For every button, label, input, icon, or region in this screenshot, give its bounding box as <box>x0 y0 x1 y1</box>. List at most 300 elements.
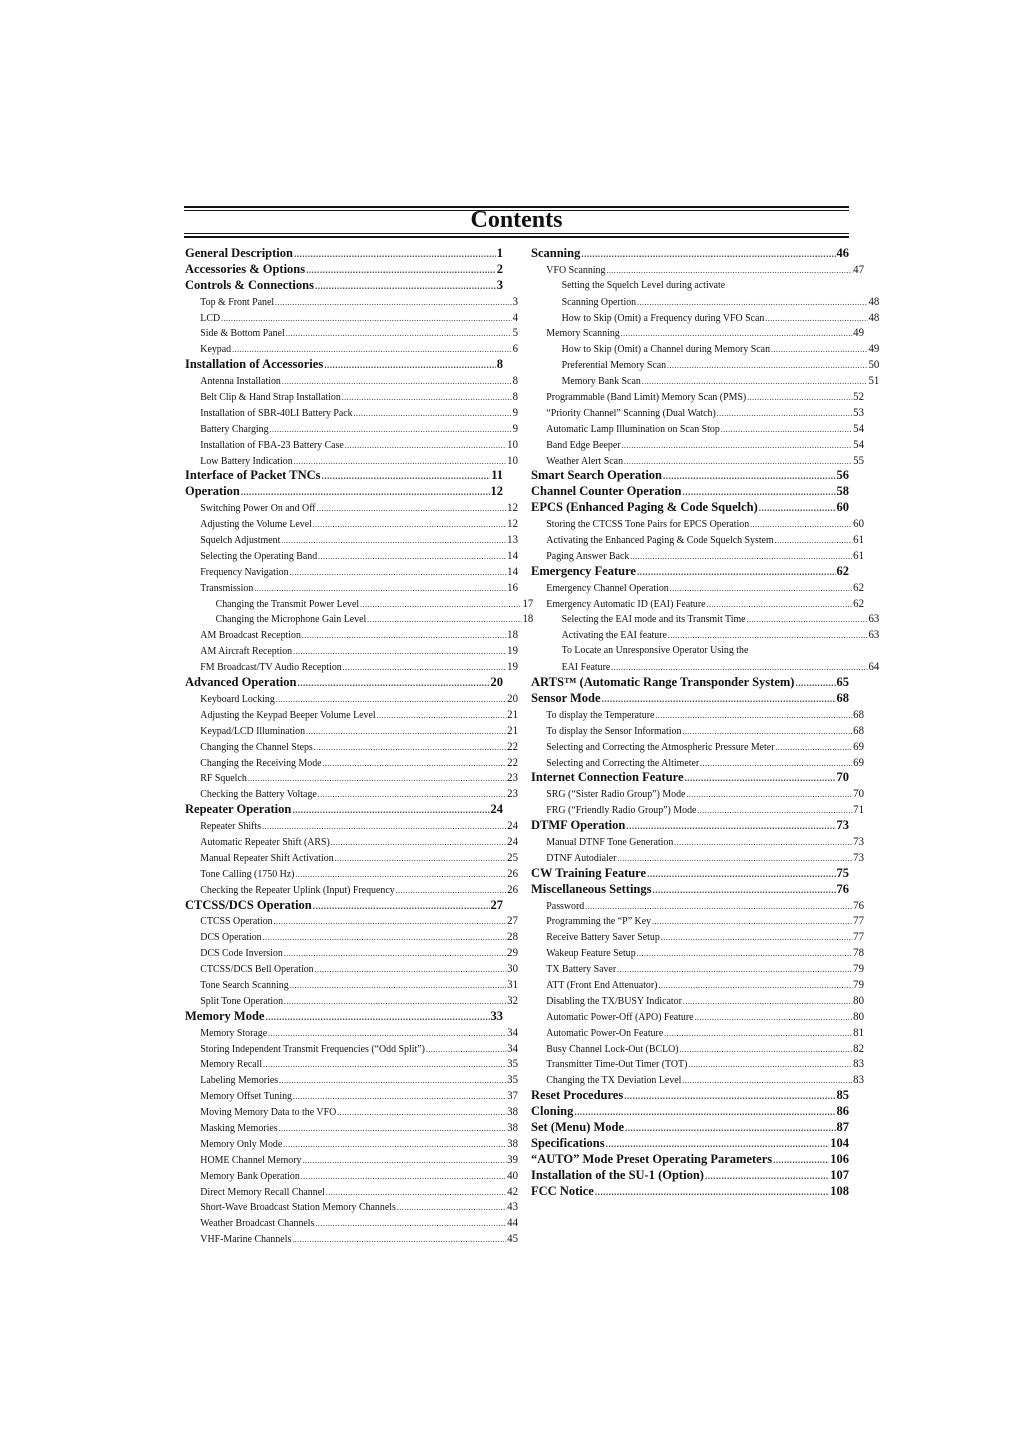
toc-subsection-entry[interactable] <box>185 770 518 786</box>
toc-subsection-entry[interactable] <box>531 1009 864 1025</box>
dot-leader <box>268 1026 506 1041</box>
toc-entry-label: Changing the Channel Steps <box>200 740 313 753</box>
toc-entry-label: EAI Feature <box>561 661 611 674</box>
toc-entry-page: 22 <box>507 738 518 753</box>
toc-entry-page: 107 <box>830 1167 849 1182</box>
toc-subsection-entry[interactable] <box>185 325 518 341</box>
toc-entry-page: 35 <box>507 1072 518 1087</box>
dot-leader <box>652 883 835 898</box>
toc-entry-page: 78 <box>853 945 864 960</box>
toc-subsection-entry[interactable] <box>531 532 864 548</box>
toc-subsection-entry[interactable] <box>531 437 864 453</box>
dot-leader <box>397 1200 507 1215</box>
toc-subsection-entry[interactable] <box>531 389 864 405</box>
toc-section-entry[interactable] <box>531 1152 849 1168</box>
toc-section-entry[interactable] <box>531 564 849 580</box>
toc-entry-page: 61 <box>853 532 864 547</box>
toc-entry-page: 60 <box>853 516 864 531</box>
toc-entry-page: 68 <box>853 706 864 721</box>
toc-entry-label: Cloning <box>531 1104 574 1119</box>
dot-leader <box>306 263 496 278</box>
toc-entry-page: 49 <box>853 325 864 340</box>
toc-section-entry[interactable] <box>185 675 503 691</box>
toc-subsection-entry[interactable] <box>531 786 864 802</box>
toc-entry-label: RF Squelch <box>200 772 247 785</box>
toc-subsection-entry[interactable] <box>185 1104 518 1120</box>
toc-subsection-entry[interactable] <box>185 341 518 357</box>
toc-entry-page: 46 <box>836 246 849 260</box>
dot-leader <box>637 295 868 310</box>
toc-subsection-entry[interactable] <box>185 1199 518 1215</box>
toc-entry-label: Keypad <box>200 343 232 356</box>
toc-entry-page: 68 <box>853 722 864 737</box>
toc-entry-page: 29 <box>507 945 518 960</box>
toc-subsection-entry[interactable] <box>185 786 518 802</box>
toc-entry-page: 65 <box>836 675 849 690</box>
toc-section-entry[interactable] <box>531 1168 849 1184</box>
toc-subsection-entry[interactable] <box>185 1056 518 1072</box>
toc-entry-page: 87 <box>836 1119 849 1134</box>
toc-entry-page: 1 <box>496 246 503 260</box>
toc-entry-page: 55 <box>853 452 864 467</box>
toc-entry-label: Emergency Feature <box>531 563 636 578</box>
toc-entry-page: 77 <box>853 929 864 944</box>
dot-leader <box>574 1105 835 1120</box>
toc-entry-label: Accessories & Options <box>185 261 306 276</box>
toc-subsection-entry[interactable] <box>185 913 518 929</box>
toc-subsection-entry[interactable] <box>531 802 864 818</box>
toc-entry-page: 56 <box>836 468 849 483</box>
toc-subsection-entry[interactable] <box>185 977 518 993</box>
dot-leader <box>315 1216 506 1231</box>
dot-leader <box>324 358 496 373</box>
toc-section-entry[interactable] <box>531 675 849 691</box>
toc-entry-label: Miscellaneous Settings <box>531 881 652 896</box>
toc-section-entry[interactable] <box>185 802 503 818</box>
dot-leader <box>315 962 507 977</box>
toc-entry-label: Switching Power On and Off <box>200 502 316 515</box>
toc-subsection-entry[interactable] <box>185 961 518 977</box>
dot-leader <box>682 724 852 739</box>
toc-entry-page: 79 <box>853 961 864 976</box>
dot-leader <box>284 946 507 961</box>
toc-entry-label: Memory Only Mode <box>200 1137 283 1150</box>
toc-entry-page: 108 <box>830 1183 849 1198</box>
toc-section-entry[interactable] <box>185 1009 503 1025</box>
toc-subsection-entry[interactable] <box>185 310 518 326</box>
toc-section-entry[interactable] <box>531 866 849 882</box>
toc-entry-page: 12 <box>490 484 503 499</box>
dot-leader <box>331 835 507 850</box>
toc-entry-page: 73 <box>853 833 864 848</box>
dot-leader <box>668 628 868 643</box>
toc-subsection-entry[interactable] <box>531 596 864 612</box>
toc-subsection-entry[interactable] <box>185 389 518 405</box>
toc-entry-page: 21 <box>507 722 518 737</box>
toc-entry-page: 68 <box>836 690 849 705</box>
toc-subsection-entry[interactable] <box>185 1072 518 1088</box>
toc-entry-label: CW Training Feature <box>531 865 647 880</box>
dot-leader <box>602 692 836 707</box>
toc-entry-label: Repeater Operation <box>185 802 292 817</box>
toc-subsection-entry[interactable] <box>531 341 879 357</box>
toc-subsection-entry[interactable] <box>185 611 533 627</box>
toc-subsection-entry[interactable] <box>185 707 518 723</box>
dot-leader <box>301 1169 507 1184</box>
toc-subsection-entry[interactable] <box>185 1184 518 1200</box>
toc-subsection-entry[interactable] <box>185 1136 518 1152</box>
toc-subsection-entry[interactable] <box>531 834 864 850</box>
toc-section-entry[interactable] <box>185 246 503 262</box>
toc-entry-label: Memory Storage <box>200 1026 268 1039</box>
toc-subsection-entry[interactable] <box>185 659 518 675</box>
toc-subsection-entry[interactable] <box>531 707 864 723</box>
toc-entry-page: 76 <box>836 881 849 896</box>
toc-entry-label: AM Aircraft Reception <box>200 645 293 658</box>
toc-subsection-entry[interactable] <box>185 500 518 516</box>
dot-leader <box>705 1169 829 1184</box>
toc-entry-page: 24 <box>507 833 518 848</box>
dot-leader <box>283 1137 506 1152</box>
toc-entry-page: 38 <box>507 1104 518 1119</box>
toc-subsection-entry[interactable] <box>531 993 864 1009</box>
toc-entry-page: 40 <box>507 1167 518 1182</box>
toc-entry-page: 14 <box>507 547 518 562</box>
toc-section-entry[interactable] <box>531 1136 849 1152</box>
dot-leader <box>630 549 852 564</box>
toc-entry-label: Short-Wave Broadcast Station Memory Channels <box>200 1201 396 1214</box>
toc-subsection-entry[interactable] <box>185 437 518 453</box>
toc-subsection-entry[interactable] <box>185 516 518 532</box>
toc-section-entry[interactable] <box>531 500 849 516</box>
toc-section-entry[interactable] <box>531 691 849 707</box>
toc-entry-page: 9 <box>512 420 518 435</box>
toc-entry-page: 35 <box>507 1056 518 1071</box>
toc-subsection-entry[interactable] <box>185 1215 518 1231</box>
toc-entry-label: Installation of FBA-23 Battery Case <box>200 438 344 451</box>
toc-subsection-entry[interactable] <box>531 739 864 755</box>
toc-subsection-entry[interactable] <box>185 945 518 961</box>
toc-entry-label: FM Broadcast/TV Audio Reception <box>200 661 342 674</box>
dot-leader <box>685 771 836 786</box>
toc-subsection-entry[interactable] <box>531 516 864 532</box>
toc-subsection-entry[interactable] <box>531 1072 864 1088</box>
dot-leader <box>265 1010 489 1025</box>
toc-section-entry[interactable] <box>531 1088 849 1104</box>
dot-leader <box>664 1026 852 1041</box>
toc-entry-page: 27 <box>507 913 518 928</box>
dot-leader <box>625 1121 835 1136</box>
toc-entry-label: Preferential Memory Scan <box>561 359 667 372</box>
toc-entry-label: Scanning Opertion <box>561 295 637 308</box>
toc-entry-label: Advanced Operation <box>185 675 297 690</box>
toc-entry-page: 18 <box>507 627 518 642</box>
toc-entry-page: 75 <box>836 865 849 880</box>
toc-section-entry[interactable] <box>531 1120 849 1136</box>
toc-entry-label: AM Broadcast Reception <box>200 629 301 642</box>
toc-subsection-entry[interactable] <box>185 548 518 564</box>
toc-entry-page: 17 <box>522 595 534 610</box>
dot-leader <box>683 994 853 1009</box>
toc-subsection-entry[interactable] <box>185 818 518 834</box>
toc-entry-page: 2 <box>496 261 503 276</box>
toc-subsection-entry[interactable] <box>185 294 518 310</box>
toc-entry-label: SRG (“Sister Radio Group”) Mode <box>546 788 686 801</box>
dot-leader <box>667 358 868 373</box>
toc-entry-page: 26 <box>507 881 518 896</box>
toc-entry-label: Busy Channel Lock-Out (BCLO) <box>546 1042 679 1055</box>
toc-section-entry[interactable] <box>531 1104 849 1120</box>
toc-subsection-entry[interactable] <box>185 405 518 421</box>
toc-entry-page: 12 <box>507 516 518 531</box>
toc-section-entry[interactable] <box>185 262 503 278</box>
toc-section-entry[interactable] <box>531 246 849 262</box>
toc-subsection-entry[interactable] <box>185 580 518 596</box>
dot-leader <box>717 406 853 421</box>
dot-leader <box>771 342 868 357</box>
toc-entry-label: Weather Alert Scan <box>546 454 624 467</box>
toc-subsection-entry[interactable] <box>185 627 518 643</box>
dot-leader <box>322 469 491 484</box>
toc-section-entry[interactable] <box>531 882 849 898</box>
toc-section-entry[interactable] <box>531 484 849 500</box>
dot-leader <box>306 724 506 739</box>
toc-subsection-entry[interactable] <box>185 564 518 580</box>
dot-leader <box>679 1042 852 1057</box>
toc-section-entry[interactable] <box>185 484 503 500</box>
dot-leader <box>621 438 852 453</box>
toc-subsection-entry[interactable] <box>531 723 864 739</box>
toc-entry-page: 69 <box>853 738 864 753</box>
dot-leader <box>700 756 852 771</box>
toc-entry-label: “AUTO” Mode Preset Operating Parameters <box>531 1151 773 1166</box>
toc-entry-label: Installation of the SU-1 (Option) <box>531 1167 704 1182</box>
toc-entry-label: DTMF Operation <box>531 818 626 833</box>
toc-entry-label: VHF-Marine Channels <box>200 1233 292 1246</box>
dot-leader <box>295 867 506 882</box>
toc-entry-page: 10 <box>507 452 518 467</box>
toc-subsection-entry[interactable] <box>531 659 879 675</box>
dot-leader <box>360 597 522 612</box>
toc-subsection-entry[interactable] <box>185 929 518 945</box>
toc-entry-page: 16 <box>507 579 518 594</box>
dot-leader <box>315 279 496 294</box>
toc-subsection-entry[interactable] <box>531 548 864 564</box>
toc-section-entry[interactable] <box>185 898 503 914</box>
toc-entry-page: 49 <box>868 341 880 356</box>
toc-entry-label: To display the Sensor Information <box>546 724 682 737</box>
toc-entry-label: Repeater Shifts <box>200 820 262 833</box>
toc-subsection-entry[interactable] <box>531 453 864 469</box>
toc-entry-page: 69 <box>853 754 864 769</box>
toc-entry-label: Programming the “P” Key <box>546 915 652 928</box>
toc-subsection-entry[interactable] <box>185 1025 518 1041</box>
dot-leader <box>617 851 852 866</box>
dot-leader <box>313 517 507 532</box>
toc-entry-label: Split Tone Operation <box>200 994 284 1007</box>
toc-entry-label: Tone Calling (1750 Hz) <box>200 867 295 880</box>
toc-entry-label: Controls & Connections <box>185 277 314 292</box>
toc-entry-page: 34 <box>507 1040 518 1055</box>
dot-leader <box>658 978 852 993</box>
toc-entry-page: 52 <box>853 389 864 404</box>
toc-section-entry[interactable] <box>531 770 849 786</box>
toc-subsection-entry[interactable] <box>185 1120 518 1136</box>
toc-subsection-entry[interactable] <box>531 850 864 866</box>
toc-subsection-entry[interactable] <box>531 913 864 929</box>
toc-entry-label: Set (Menu) Mode <box>531 1119 625 1134</box>
toc-entry-label: “Priority Channel” Scanning (Dual Watch) <box>546 406 716 419</box>
dot-leader <box>694 1010 852 1025</box>
toc-entry-page: 82 <box>853 1040 864 1055</box>
toc-subsection-entry[interactable] <box>531 373 879 389</box>
toc-entry-page: 50 <box>868 357 880 372</box>
toc-entry-label: Selecting and Correcting the Atmospheric Pressure Meter <box>546 740 775 753</box>
dot-leader <box>326 1185 507 1200</box>
dot-leader <box>637 946 853 961</box>
toc-subsection-entry[interactable] <box>531 1041 864 1057</box>
toc-entry-label: Internet Connection Feature <box>531 770 684 785</box>
toc-entry-label: Checking the Repeater Uplink (Input) Frequency <box>200 883 395 896</box>
dot-leader <box>721 422 853 437</box>
toc-right-column <box>531 246 880 1199</box>
toc-subsection-entry[interactable] <box>185 373 518 389</box>
toc-entry-label: Manual DTNF Tone Generation <box>546 835 674 848</box>
toc-subsection-entry[interactable] <box>531 278 879 294</box>
toc-subsection-entry[interactable] <box>185 850 518 866</box>
toc-entry-label: Memory Bank Operation <box>200 1169 300 1182</box>
toc-entry-page: 62 <box>853 595 864 610</box>
toc-entry-label: Activating the EAI feature <box>561 629 667 642</box>
toc-subsection-entry[interactable] <box>185 1231 518 1247</box>
toc-subsection-entry[interactable] <box>531 611 879 627</box>
dot-leader <box>276 692 507 707</box>
toc-subsection-entry[interactable] <box>531 961 864 977</box>
toc-entry-label: LCD <box>200 311 221 324</box>
dot-leader <box>655 708 852 723</box>
toc-subsection-entry[interactable] <box>185 1041 518 1057</box>
toc-subsection-entry[interactable] <box>531 945 864 961</box>
toc-section-entry[interactable] <box>185 278 503 294</box>
toc-subsection-entry[interactable] <box>531 627 879 643</box>
toc-subsection-entry[interactable] <box>531 643 879 659</box>
toc-subsection-entry[interactable] <box>531 977 864 993</box>
dot-leader <box>342 390 512 405</box>
dot-leader <box>290 978 507 993</box>
toc-subsection-entry[interactable] <box>185 755 518 771</box>
toc-entry-page: 51 <box>868 373 880 388</box>
dot-leader <box>795 676 835 691</box>
toc-subsection-entry[interactable] <box>531 580 864 596</box>
toc-subsection-entry[interactable] <box>185 596 533 612</box>
toc-entry-label: Adjusting the Volume Level <box>200 518 312 531</box>
toc-section-entry[interactable] <box>531 1184 849 1200</box>
dot-leader <box>624 454 852 469</box>
toc-subsection-entry[interactable] <box>185 834 518 850</box>
toc-subsection-entry[interactable] <box>185 739 518 755</box>
toc-subsection-entry[interactable] <box>531 325 864 341</box>
toc-entry-page: 28 <box>507 929 518 944</box>
toc-subsection-entry[interactable] <box>185 1152 518 1168</box>
toc-entry-page: 48 <box>868 293 880 308</box>
toc-subsection-entry[interactable] <box>185 643 518 659</box>
toc-subsection-entry[interactable] <box>185 532 518 548</box>
toc-entry-page: 44 <box>507 1215 518 1230</box>
toc-subsection-entry[interactable] <box>185 1088 518 1104</box>
toc-entry-label: Low Battery Indication <box>200 454 293 467</box>
toc-subsection-entry[interactable] <box>531 929 864 945</box>
toc-section-entry[interactable] <box>185 357 503 373</box>
toc-entry-label: Automatic Power-Off (APO) Feature <box>546 1010 694 1023</box>
dot-leader <box>275 295 512 310</box>
toc-entry-label: Storing Independent Transmit Frequencies (“Odd Split”) <box>200 1042 425 1055</box>
toc-entry-label: Automatic Repeater Shift (ARS) <box>200 835 330 848</box>
toc-entry-label: Emergency Channel Operation <box>546 581 669 594</box>
toc-entry-page: 27 <box>490 897 503 912</box>
toc-subsection-entry[interactable] <box>531 1056 864 1072</box>
toc-subsection-entry[interactable] <box>531 310 879 326</box>
toc-entry-page: 63 <box>868 611 880 626</box>
toc-subsection-entry[interactable] <box>185 691 518 707</box>
dot-leader <box>621 326 853 341</box>
toc-subsection-entry[interactable] <box>185 866 518 882</box>
toc-entry-label: Selecting the Operating Band <box>200 549 318 562</box>
toc-entry-label: Band Edge Beeper <box>546 438 621 451</box>
toc-entry-page: 13 <box>507 532 518 547</box>
toc-entry-label: Smart Search Operation <box>531 468 663 483</box>
toc-entry-label: Selecting and Correcting the Altimeter <box>546 756 700 769</box>
toc-section-entry[interactable] <box>185 468 503 484</box>
dot-leader <box>279 1073 506 1088</box>
toc-section-entry[interactable] <box>531 818 849 834</box>
toc-entry-page: 63 <box>868 627 880 642</box>
toc-subsection-entry[interactable] <box>531 755 864 771</box>
toc-entry-label: Transmitter Time-Out Timer (TOT) <box>546 1058 688 1071</box>
dot-leader <box>706 597 852 612</box>
dot-leader <box>626 819 835 834</box>
toc-entry-page: 38 <box>507 1135 518 1150</box>
toc-entry-page: 79 <box>853 976 864 991</box>
toc-subsection-entry[interactable] <box>185 723 518 739</box>
dot-leader <box>294 454 507 469</box>
toc-entry-label: Selecting the EAI mode and its Transmit Time <box>561 613 746 626</box>
dot-leader <box>248 771 507 786</box>
toc-subsection-entry[interactable] <box>531 294 879 310</box>
toc-section-entry[interactable] <box>531 468 849 484</box>
toc-subsection-entry[interactable] <box>185 453 518 469</box>
toc-entry-label: DCS Operation <box>200 931 262 944</box>
toc-entry-label: Paging Answer Back <box>546 549 630 562</box>
dot-leader <box>345 438 507 453</box>
toc-entry-page: 54 <box>853 436 864 451</box>
toc-subsection-entry[interactable] <box>531 405 864 421</box>
dot-leader <box>292 803 489 818</box>
toc-entry-label: Setting the Squelch Level during activate <box>561 278 726 291</box>
toc-subsection-entry[interactable] <box>185 882 518 898</box>
toc-subsection-entry[interactable] <box>531 1025 864 1041</box>
toc-entry-label: Scanning <box>531 246 581 260</box>
toc-subsection-entry[interactable] <box>185 1168 518 1184</box>
toc-subsection-entry[interactable] <box>531 421 864 437</box>
toc-subsection-entry[interactable] <box>531 357 879 373</box>
toc-subsection-entry[interactable] <box>531 898 864 914</box>
toc-subsection-entry[interactable] <box>185 421 518 437</box>
dot-leader <box>647 867 835 882</box>
toc-subsection-entry[interactable] <box>531 262 864 278</box>
dot-leader <box>697 803 852 818</box>
toc-subsection-entry[interactable] <box>185 993 518 1009</box>
dot-leader <box>663 469 835 484</box>
